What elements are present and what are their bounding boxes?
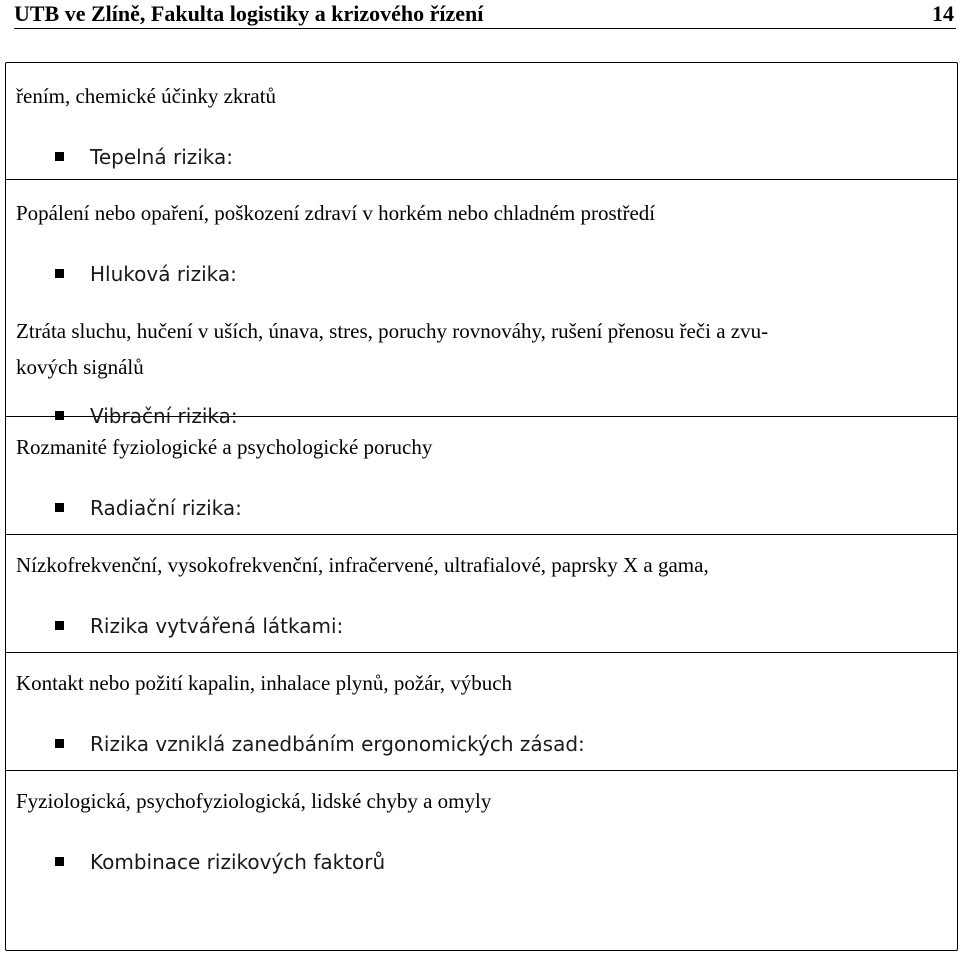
risk-row bbox=[6, 63, 957, 179]
risk-description: Popálení nebo opaření, poškození zdraví v horkém nebo chladném prostředí bbox=[16, 201, 656, 225]
risk-description-block bbox=[6, 180, 957, 260]
square-bullet-icon bbox=[55, 621, 64, 630]
page-header bbox=[14, 0, 956, 29]
risk-category-label: Radiační rizika: bbox=[90, 496, 242, 520]
square-bullet-icon bbox=[55, 857, 64, 866]
risk-row bbox=[6, 534, 957, 652]
risk-description: řením, chemické účinky zkratů bbox=[16, 84, 277, 108]
risk-row bbox=[6, 416, 957, 534]
risk-description: Kontakt nebo požití kapalin, inhalace plynů, požár, výbuch bbox=[16, 671, 513, 695]
risk-category-label: Rizika vzniklá zanedbáním ergonomických zásad: bbox=[90, 732, 585, 756]
risk-description-block bbox=[6, 417, 957, 494]
square-bullet-icon bbox=[55, 411, 64, 420]
risk-category-heading bbox=[6, 848, 957, 907]
square-bullet-icon bbox=[55, 269, 64, 278]
risk-category-label: Kombinace rizikových faktorů bbox=[90, 850, 386, 874]
header-title: UTB ve Zlíně, Fakulta logistiky a krizového řízení bbox=[14, 1, 484, 26]
risk-category-label: Rizika vytvářená látkami: bbox=[90, 614, 344, 638]
risk-description: Rozmanité fyziologické a psychologické poruchy bbox=[16, 435, 433, 459]
risk-description-block bbox=[6, 63, 957, 143]
risk-description: Nízkofrekvenční, vysokofrekvenční, infračervené, ultrafialové, paprsky X a gama, bbox=[16, 553, 709, 577]
risk-category-heading bbox=[6, 260, 957, 319]
square-bullet-icon bbox=[55, 152, 64, 161]
risk-description-line: kových signálů bbox=[16, 355, 144, 379]
risk-row bbox=[6, 652, 957, 770]
square-bullet-icon bbox=[55, 503, 64, 512]
risk-category-label: Vibrační rizika: bbox=[90, 404, 238, 428]
risk-table bbox=[5, 62, 958, 951]
risk-row bbox=[6, 179, 957, 428]
risk-category-label: Tepelná rizika: bbox=[90, 145, 234, 169]
risk-description-block bbox=[6, 653, 957, 730]
risk-row bbox=[6, 770, 957, 950]
risk-description-block bbox=[6, 319, 957, 395]
page-number: 14 bbox=[932, 1, 954, 26]
risk-description bbox=[16, 319, 947, 395]
risk-description-block bbox=[6, 771, 957, 848]
square-bullet-icon bbox=[55, 739, 64, 748]
risk-description: Fyziologická, psychofyziologická, lidské chyby a omyly bbox=[16, 789, 492, 813]
risk-category-label: Hluková rizika: bbox=[90, 262, 237, 286]
risk-description-line: Ztráta sluchu, hučení v uších, únava, stres, poruchy rovnováhy, rušení přenosu řeči a zvu- bbox=[16, 319, 769, 343]
risk-description-block bbox=[6, 535, 957, 612]
